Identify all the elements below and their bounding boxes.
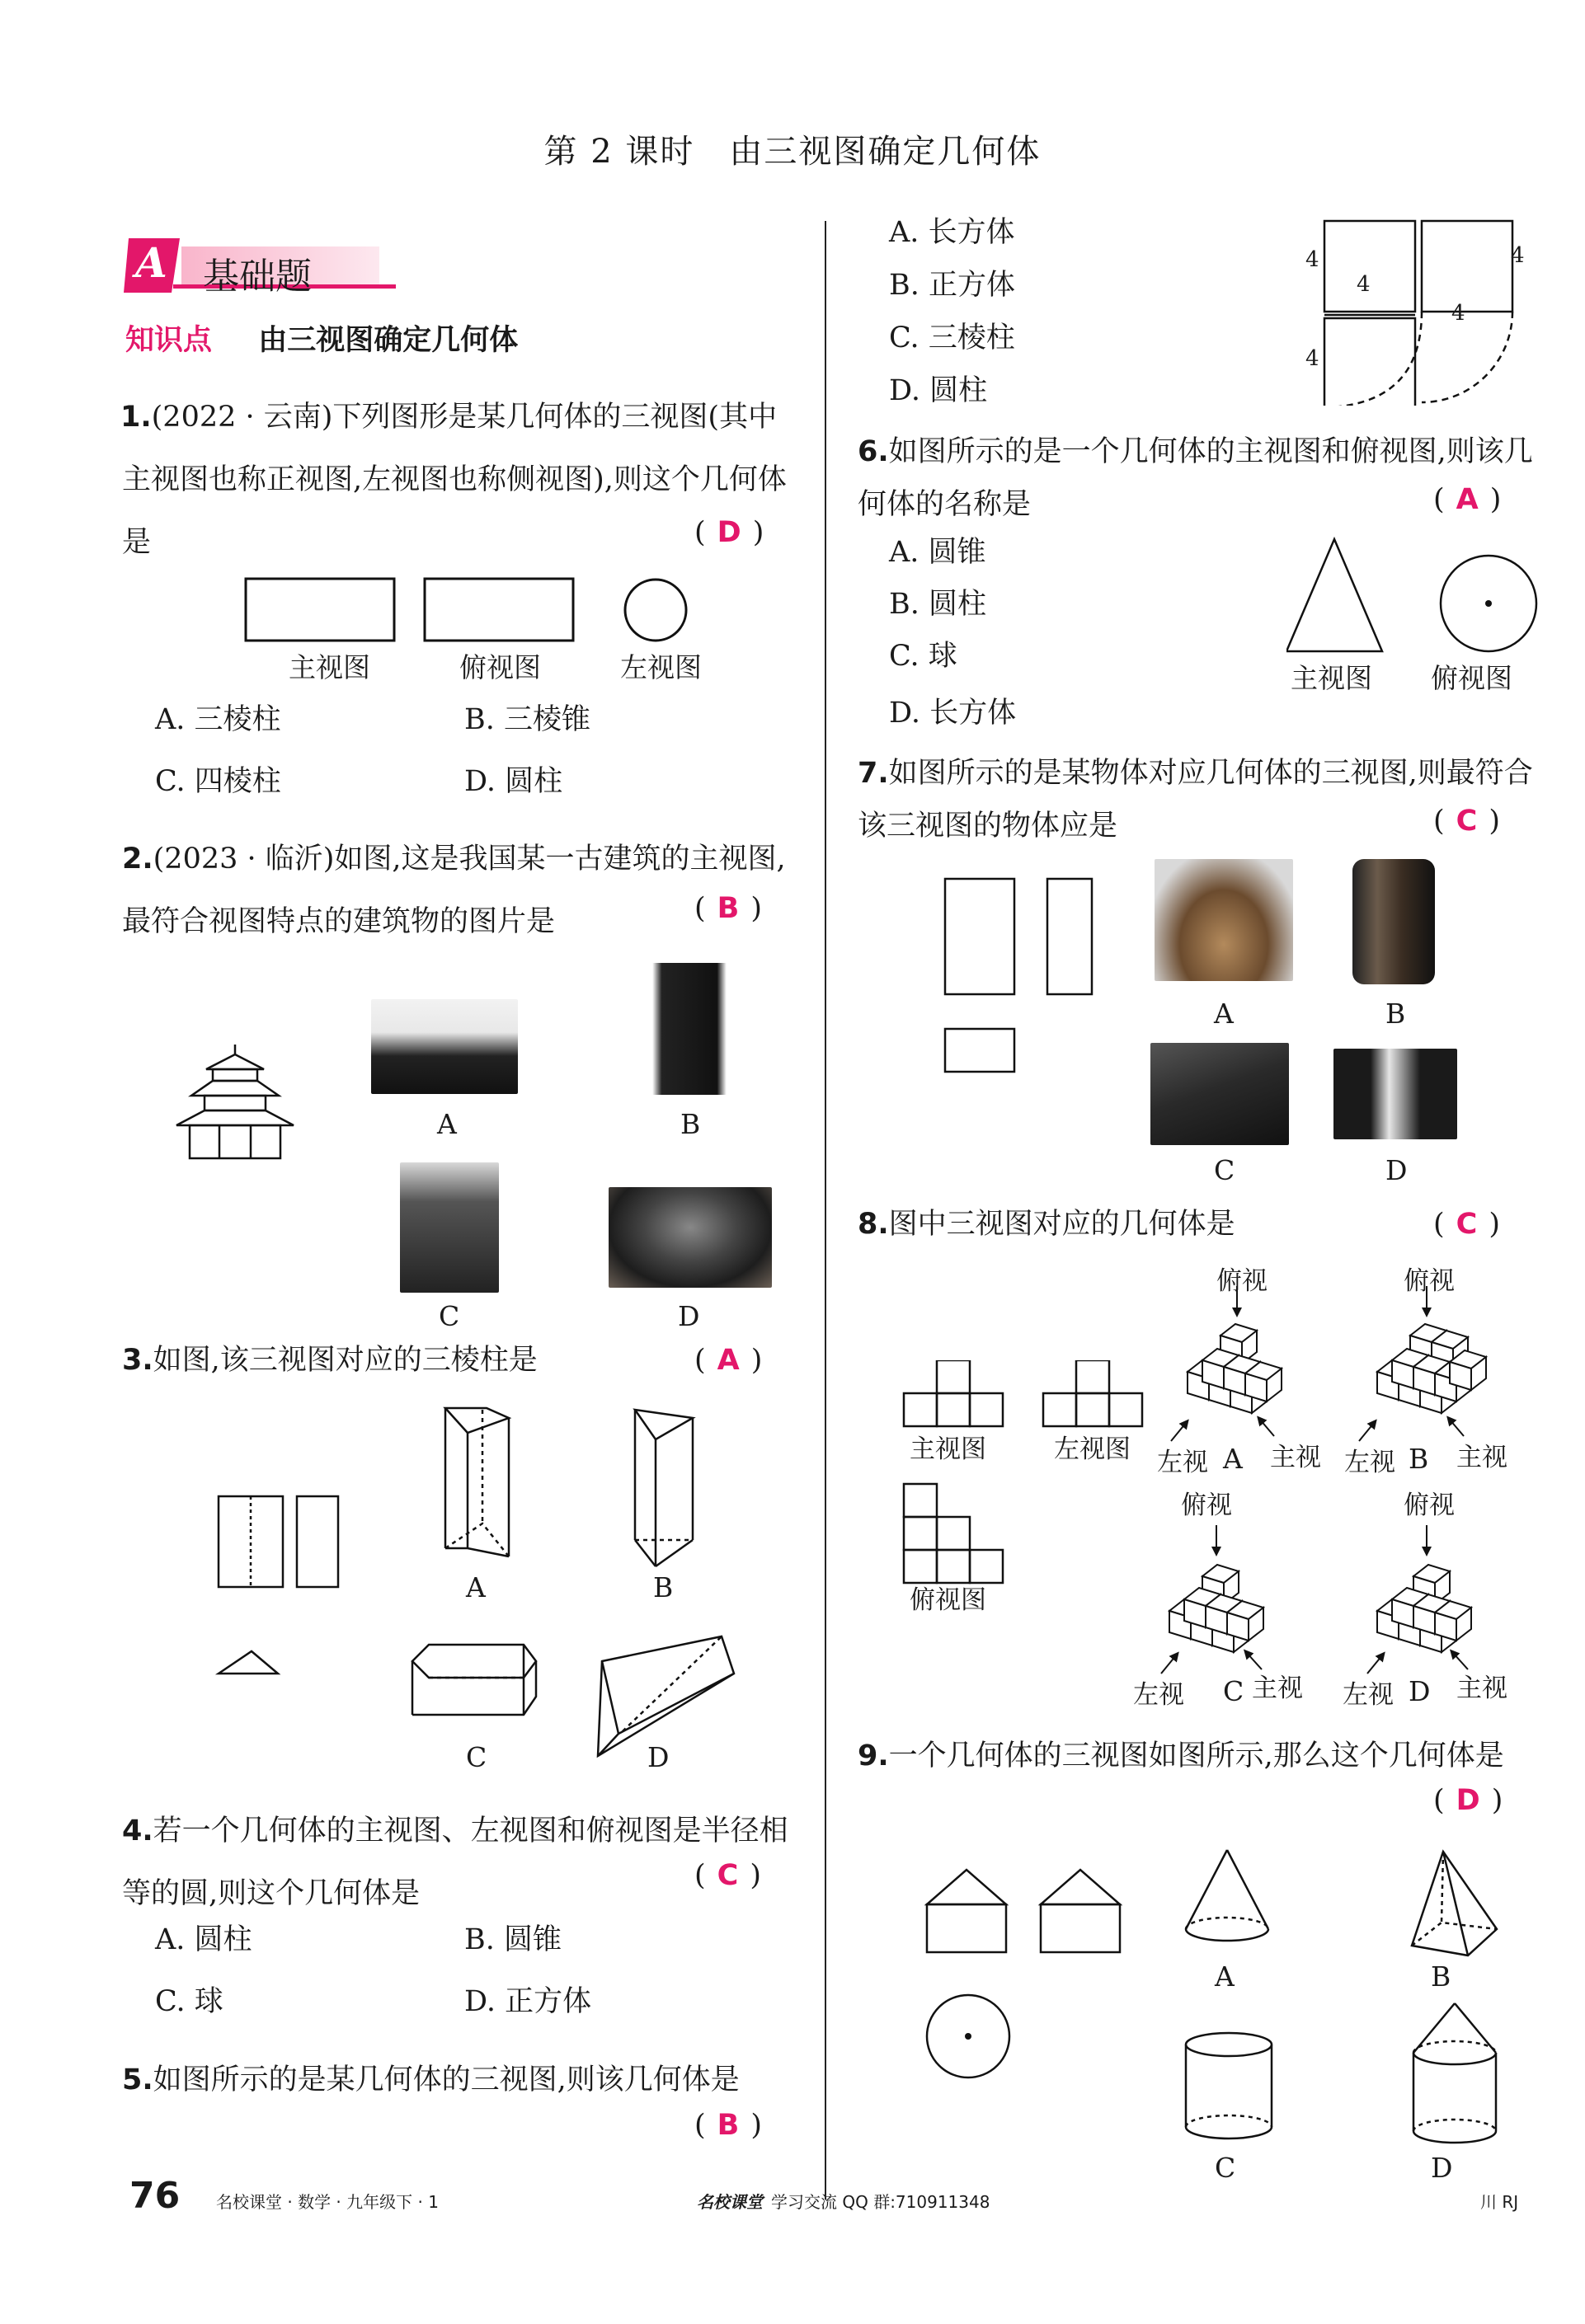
q2-photo-a [371,999,518,1094]
q9-text-block [858,1730,1542,1782]
knowledge-point [125,324,518,357]
q8-number: 8. [858,1208,889,1241]
q6-option-b: B. 圆柱 [889,588,986,621]
q8-dir-left-b: 左视 [1344,1448,1395,1477]
q4-answer-value: C [717,1859,739,1892]
q6-view-2: 俯视图 [1431,662,1512,694]
q9-option-c: C [1215,2152,1236,2184]
q5-dim-2: 4 [1357,272,1371,297]
q2-photo-d [609,1187,772,1288]
q9-answer: ( D ) [1433,1784,1503,1817]
q6-answer: ( A ) [1433,483,1502,516]
q2-option-a: A [437,1108,457,1140]
q1-option-c: C. 四棱柱 [155,765,281,798]
q3-text: 如图,该三视图对应的三棱柱是 [153,1344,538,1377]
knowledge-title: 由三视图确定几何体 [258,324,519,357]
q3-option-d: D [647,1741,670,1773]
column-divider [825,221,826,2200]
q9-answer-value: D [1456,1784,1480,1817]
q8-dir-top-d: 俯视 [1404,1491,1455,1520]
q5-text-block [122,2049,798,2111]
q6-option-a: A. 圆锥 [889,536,986,569]
q5-dim-1: 4 [1305,247,1319,272]
q1-option-b: B. 三棱锥 [464,703,590,736]
q1-answer-value: D [717,516,741,549]
q8-dir-left-d: 左视 [1343,1680,1394,1710]
q9-option-a: A [1215,1960,1235,1993]
q4-option-d: D. 正方体 [464,1985,592,2018]
q8-dir-top-c: 俯视 [1181,1491,1232,1520]
q7-option-b: B [1385,998,1406,1030]
q5-option-a: A. 长方体 [889,216,1015,249]
q4-option-c: C. 球 [155,1985,223,2018]
q8-dir-top-a: 俯视 [1216,1266,1268,1296]
q2-front-view [173,1043,297,1175]
q8-dir-front-d: 主视 [1456,1674,1507,1703]
q4-option-a: A. 圆柱 [155,1923,252,1956]
q2-answer: ( B ) [694,892,762,925]
q7-photo-b [1352,859,1435,984]
q8-view-2: 左视图 [1054,1434,1131,1464]
q3-figure [210,1401,771,1789]
q2-photo-c [400,1162,499,1293]
q7-option-a: A [1214,998,1234,1030]
q5-answer: ( B ) [694,2109,762,2142]
q8-dir-left-c: 左视 [1133,1680,1184,1710]
q2-option-d: D [678,1300,700,1332]
q9-option-d: D [1431,2152,1453,2184]
q8-option-c: C [1223,1675,1244,1707]
q8-dir-front-c: 主视 [1252,1674,1303,1703]
q5-number: 5. [122,2063,153,2096]
knowledge-label: 知识点 [125,324,213,357]
q5-dim-5: 4 [1305,346,1319,371]
q7-answer: ( C ) [1433,805,1500,838]
q9-number: 9. [858,1739,889,1772]
q7-option-c: C [1214,1154,1235,1186]
q7-option-d: D [1385,1154,1408,1186]
q7-photo-d [1333,1049,1457,1139]
q2-photo-b [643,963,736,1095]
q3-option-a: A [466,1571,486,1603]
q3-option-b: B [653,1571,674,1603]
q5-figure [1319,216,1517,406]
q1-answer: ( D ) [694,516,764,549]
badge-text: 基础题 [203,256,312,298]
q5-option-d: D. 圆柱 [889,374,988,407]
q5-dim-4: 4 [1451,301,1465,326]
q9-text: 一个几何体的三视图如图所示,那么这个几何体是 [888,1739,1504,1772]
footer-brand: 名校课堂 [697,2192,763,2212]
q4-text: 若一个几何体的主视图、左视图和俯视图是半径相等的圆,则这个几何体是 [122,1815,788,1910]
q2-answer-value: B [717,892,740,925]
q2-option-c: C [439,1300,460,1332]
q1-option-a: A. 三棱柱 [155,703,281,736]
q7-text: 如图所示的是某物体对应几何体的三视图,则最符合该三视图的物体应是 [858,757,1533,843]
q2-text-block [122,828,798,953]
q4-option-b: B. 圆锥 [464,1923,562,1956]
q6-number: 6. [858,435,889,468]
q4-answer: ( C ) [694,1859,761,1892]
q7-photo-a [1155,859,1293,981]
q5-text: 如图所示的是某几何体的三视图,则该几何体是 [153,2063,740,2096]
q5-option-c: C. 三棱柱 [889,322,1015,354]
footer-book: 名校课堂 · 数学 · 九年级下 · 1 [216,2192,439,2212]
q2-number: 2. [122,843,153,876]
q8-option-b: B [1409,1443,1429,1475]
q8-view-1: 主视图 [910,1434,986,1464]
q1-number: 1. [120,401,152,434]
q8-option-a: A [1223,1443,1243,1475]
q8-text: 图中三视图对应的几何体是 [888,1208,1235,1241]
page-number: 76 [129,2175,181,2217]
q7-photo-c [1150,1043,1289,1145]
q2-text: (2023 · 临沂)如图,这是我国某一古建筑的主视图,最符合视图特点的建筑物的图片是 [122,843,786,938]
footer-qq: 学习交流 QQ 群:710911348 [771,2192,990,2212]
q4-number: 4. [122,1815,153,1847]
q6-answer-value: A [1456,483,1479,516]
q1-view-2: 俯视图 [459,651,541,683]
q9-figure [907,1847,1550,2193]
q3-answer: ( A ) [694,1344,763,1377]
q6-option-c: C. 球 [889,640,957,673]
q3-answer-value: A [717,1344,740,1377]
footer-edition: 川 RJ [1480,2192,1519,2212]
q3-option-c: C [466,1741,487,1773]
section-badge [124,235,396,298]
q1-view-1: 主视图 [289,651,370,683]
q8-answer-value: C [1456,1208,1478,1241]
q8-dir-left-a: 左视 [1157,1448,1208,1477]
q6-text: 如图所示的是一个几何体的主视图和俯视图,则该几何体的名称是 [858,435,1533,521]
q8-dir-top-b: 俯视 [1404,1266,1455,1296]
q7-answer-value: C [1456,805,1478,838]
q7-number: 7. [858,757,889,790]
q5-option-b: B. 正方体 [889,269,1015,302]
q1-figure [239,575,701,650]
q9-option-b: B [1431,1960,1451,1993]
q5-dim-3: 4 [1511,243,1525,268]
q1-option-d: D. 圆柱 [464,765,563,798]
q2-option-b: B [680,1108,701,1140]
q8-dir-front-b: 主视 [1456,1443,1507,1472]
q3-number: 3. [122,1344,153,1377]
q8-option-d: D [1409,1675,1431,1707]
q7-views [940,876,1113,1082]
q1-view-3: 左视图 [620,651,702,683]
badge-letter: A [135,238,167,287]
q8-view-3: 俯视图 [910,1585,986,1615]
page-title: 第 2 课时 由三视图确定几何体 [543,133,1042,171]
q5-answer-value: B [717,2109,740,2142]
q6-view-1: 主视图 [1291,662,1372,694]
q8-dir-front-a: 主视 [1270,1443,1321,1472]
q8-answer: ( C ) [1433,1208,1500,1241]
q6-figure [1286,536,1542,660]
q6-option-d: D. 长方体 [889,697,1017,730]
q1-text: (2022 · 云南)下列图形是某几何体的三视图(其中主视图也称正视图,左视图也称侧视图),则这个几何体是 [122,401,787,559]
